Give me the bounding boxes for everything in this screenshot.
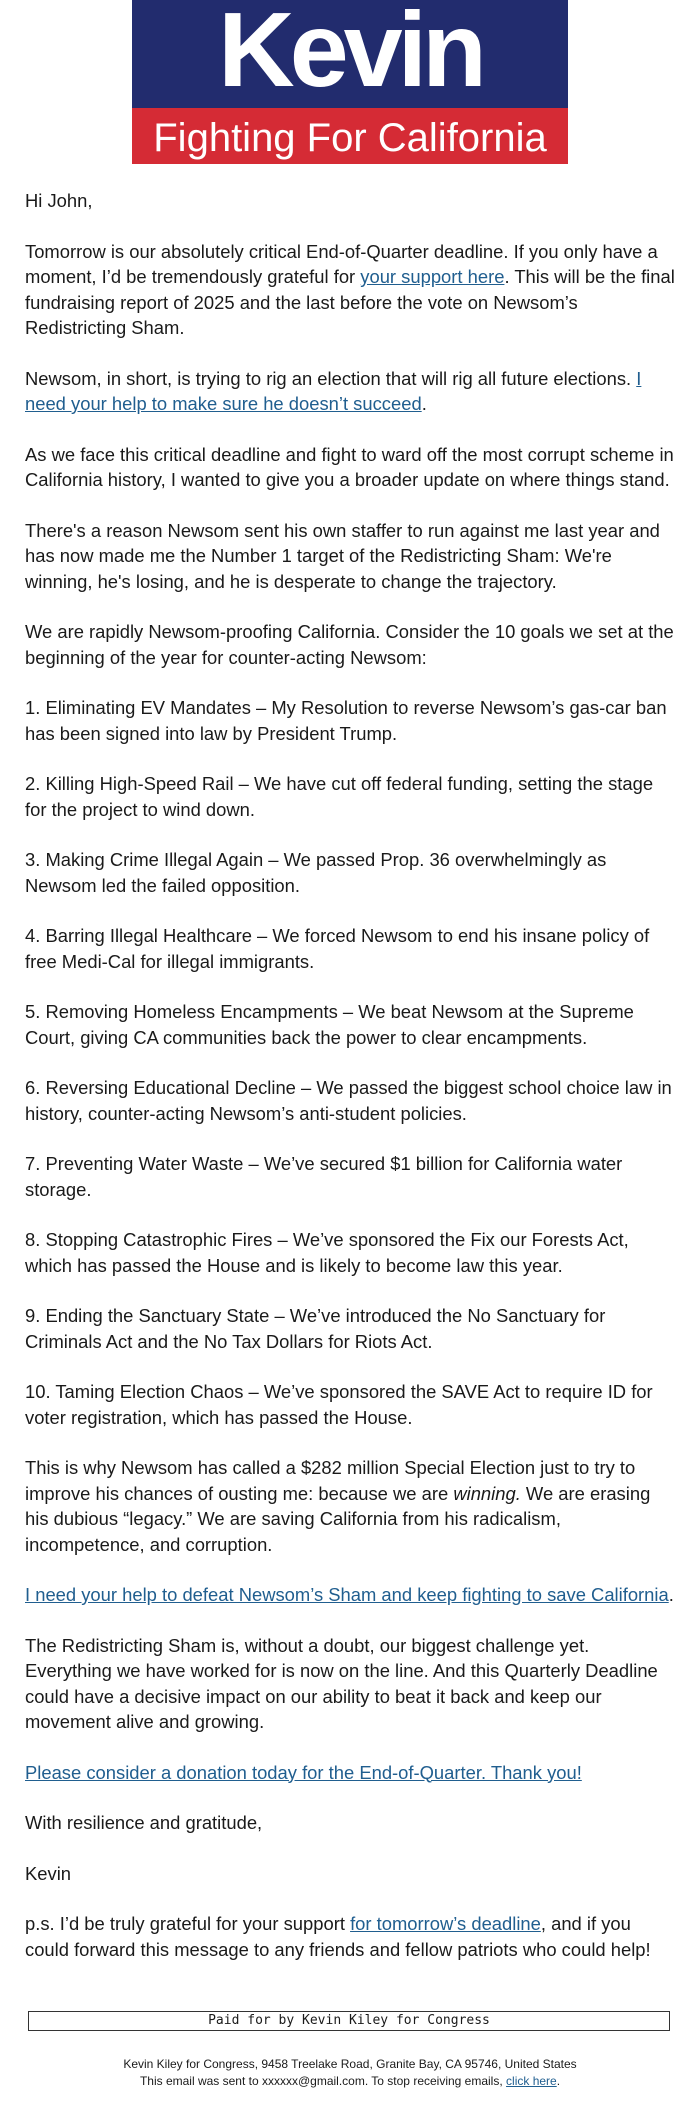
paragraph-defeat-sham bbox=[25, 1582, 677, 1608]
paragraph-text: p.s. I’d be truly grateful for your support bbox=[25, 1913, 351, 1934]
paragraph-donate bbox=[25, 1760, 677, 1786]
paragraph-special-election bbox=[25, 1455, 677, 1557]
paragraph-target: There's a reason Newsom sent his own staffer to run against me last year and has now made me the Number 1 target of the Redistricting Sham: We're winning, he's losing, and he is desperate to change the trajectory. bbox=[25, 519, 660, 592]
postscript bbox=[25, 1911, 677, 1962]
paragraph-text: Newsom, in short, is trying to rig an election that will rig all future elections. bbox=[25, 367, 637, 389]
goal-item: 10. Taming Election Chaos – We’ve sponsored the SAVE Act to require ID for voter registration, which has passed the House. bbox=[25, 1381, 653, 1428]
footer-unsubscribe-line bbox=[0, 2073, 700, 2090]
paragraph-text: . This will be the final fundraising report of 2025 and the last before the vote on Newsom’s Redistricting Sham. bbox=[25, 266, 675, 338]
defeat-sham-link[interactable]: I need your help to defeat Newsom’s Sham and keep fighting to save California bbox=[25, 1584, 669, 1605]
paragraph-goals-intro: We are rapidly Newsom-proofing California. Consider the 10 goals we set at the beginning of the year for counter-acting Newsom: bbox=[25, 621, 674, 668]
footer bbox=[0, 2056, 700, 2090]
emphasis-winning: winning. bbox=[453, 1482, 521, 1504]
goal-item: 9. Ending the Sanctuary State – We’ve introduced the No Sanctuary for Criminals Act and the No Tax Dollars for Riots Act. bbox=[25, 1305, 606, 1352]
goal-item: 2. Killing High-Speed Rail – We have cut off federal funding, setting the stage for the project to wind down. bbox=[25, 773, 654, 820]
paragraph-update: As we face this critical deadline and fight to ward off the most corrupt scheme in California history, I wanted to give you a broader update on where things stand. bbox=[25, 443, 674, 490]
greeting: Hi John, bbox=[25, 190, 93, 211]
paragraph-text: , and if you could forward this message to any friends and fellow patriots who could help! bbox=[25, 1913, 651, 1960]
goal-item: 4. Barring Illegal Healthcare – We forced Newsom to end his insane policy of free Medi-Cal for illegal immigrants. bbox=[25, 925, 650, 972]
header-banner bbox=[132, 0, 568, 164]
goal-item: 8. Stopping Catastrophic Fires – We’ve sponsored the Fix our Forests Act, which has passed the House and is likely to become law this year. bbox=[25, 1229, 629, 1276]
closing: With resilience and gratitude, bbox=[25, 1812, 263, 1833]
footer-address: Kevin Kiley for Congress, 9458 Treelake Road, Granite Bay, CA 95746, United States bbox=[123, 2057, 577, 2071]
support-link[interactable]: your support here bbox=[360, 266, 505, 287]
paid-for-disclaimer: Paid for by Kevin Kiley for Congress bbox=[28, 2011, 670, 2031]
paragraph-text: Tomorrow is our absolutely critical End-of-Quarter deadline. If you only have a moment, I’d be tremendously grateful for bbox=[25, 240, 658, 287]
goal-item: 1. Eliminating EV Mandates – My Resolution to reverse Newsom’s gas-car ban has been signed into law by President Trump. bbox=[25, 697, 667, 744]
banner-tagline: Fighting For California bbox=[153, 116, 547, 160]
goal-item: 6. Reversing Educational Decline – We passed the biggest school choice law in history, counter-acting Newsom’s anti-student policies. bbox=[25, 1077, 672, 1124]
paragraph-text: . bbox=[668, 1584, 674, 1605]
paragraph-text: . bbox=[421, 393, 427, 414]
goal-item: 7. Preventing Water Waste – We’ve secured $1 billion for California water storage. bbox=[25, 1153, 623, 1200]
footer-period: . bbox=[556, 2074, 561, 2088]
paragraph-challenge: The Redistricting Sham is, without a doubt, our biggest challenge yet. Everything we have worked for is now on the line. And this Quarterly Deadline could have a decisive impact on our ability to beat it back and keep our movement alive and growing. bbox=[25, 1634, 658, 1732]
banner-name-block bbox=[132, 0, 568, 108]
banner-name: Kevin bbox=[218, 0, 482, 108]
paragraph-text: We are erasing his dubious “legacy.” We are saving California from his radicalism, incompetence, and corruption. bbox=[25, 1482, 651, 1555]
banner-tagline-block bbox=[132, 108, 568, 164]
signature: Kevin bbox=[25, 1862, 72, 1884]
unsubscribe-link[interactable]: click here bbox=[506, 2074, 557, 2088]
goal-item: 3. Making Crime Illegal Again – We passed Prop. 36 overwhelmingly as Newsom led the failed opposition. bbox=[25, 849, 607, 896]
paragraph-text: This is why Newsom has called a $282 million Special Election just to try to improve his chances of ousting me: because we are bbox=[25, 1457, 636, 1504]
goal-item: 5. Removing Homeless Encampments – We beat Newsom at the Supreme Court, giving CA communities back the power to clear encampments. bbox=[25, 1001, 634, 1048]
paragraph-deadline bbox=[25, 239, 677, 341]
help-link[interactable]: I need your help to make sure he doesn’t succeed bbox=[25, 367, 642, 414]
deadline-link[interactable]: for tomorrow’s deadline bbox=[350, 1913, 541, 1934]
paragraph-rig-election bbox=[25, 366, 677, 417]
email-body bbox=[25, 188, 677, 1987]
footer-sent-to: This email was sent to xxxxxx@gmail.com. To stop receiving emails, bbox=[139, 2074, 507, 2088]
donate-link[interactable]: Please consider a donation today for the End-of-Quarter. Thank you! bbox=[25, 1761, 582, 1783]
